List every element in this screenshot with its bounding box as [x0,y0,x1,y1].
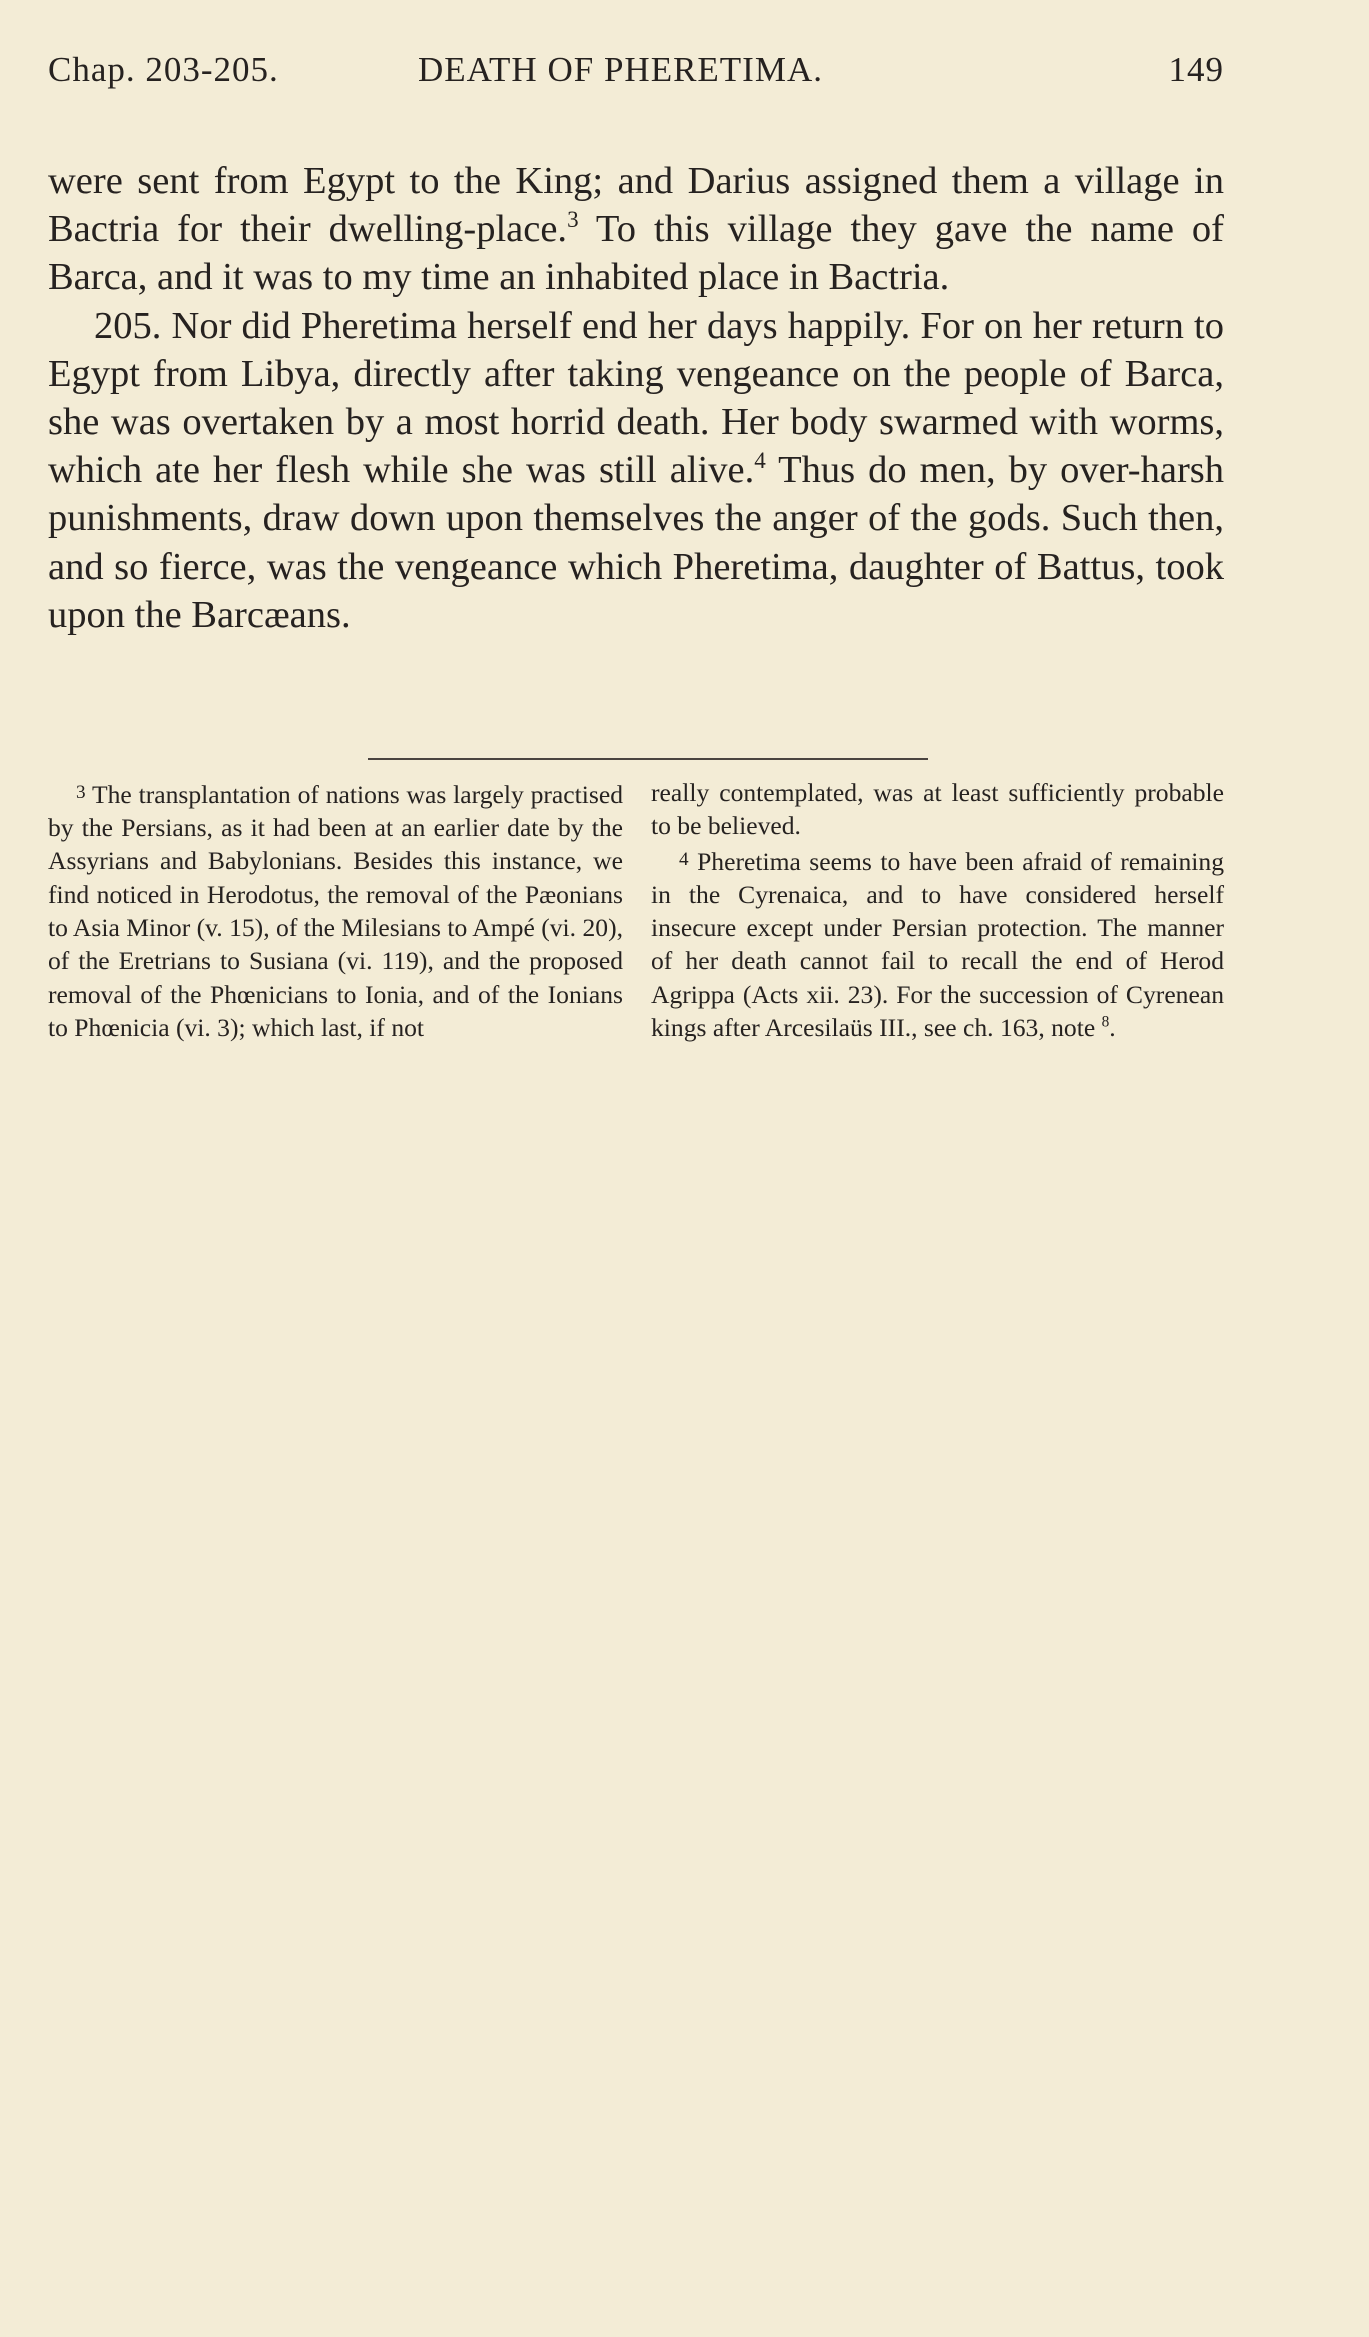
footnotes-right-column [651,776,1224,1044]
paragraph-205-text-a: 205. Nor did Pheretima herself end her days happily. For on her return to Egypt from Libya, directly after taking vengeance on the people of Barca, she was overtaken by a most horrid death. Her body swarmed with worms, which ate her flesh while she was still alive. [48,304,1224,492]
footnote-4-note-ref: 8 [1101,1013,1110,1031]
footnote-3-continued: really contemplated, was at least sufficiently probable to be believed. [651,778,1224,841]
footnote-3 [48,776,623,1044]
paragraph-205 [48,302,1224,639]
footnote-ref-4: 4 [754,447,766,474]
footnote-3-text: The transplantation of nations was largely practised by the Persians, as it had been at an earlier date by the Assyrians and Babylonians. Besides this instance, we find noticed in Herodotus, the removal of the Pæonians to Asia Minor (v. 15), of the Milesians to Ampé (vi. 20), of the Eretrians to Susiana (vi. 119), and the proposed removal of the Phœnicians to Ionia, and of the Ionians to Phœnicia (vi. 3); which last, if not [48,779,623,1042]
footnote-4-text: Pheretima seems to have been afraid of remaining in the Cyrenaica, and to have considered herself insecure except under Persian protection. The manner of her death cannot fail to recall the end of Herod Agrippa (Acts xii. 23). For the succession of Cyrenean kings after Arcesilaüs III., see ch. 163, note [651,846,1224,1042]
paragraph-1-text-b: To this village they gave the name of Barca, and it was to my time an inhabited place in Bactria. [48,208,1224,299]
footnote-4 [651,843,1224,1045]
chapter-reference: Chap. 203-205. [48,50,279,89]
main-text [48,157,1224,639]
footnote-ref-3: 3 [567,206,579,233]
footnote-3-number: 3 [76,782,86,803]
page-number: 149 [1168,50,1224,89]
paragraph-205-text-b: Thus do men, by over-harsh punishments, draw down upon themselves the anger of the gods. Such then, and so fierce, was the vengeance which Pheretima, daughter of Battus, took upon the Barcæans. [48,449,1224,636]
footnotes-left-column [48,776,623,1044]
footnote-4-number: 4 [679,848,689,870]
paragraph-1-text-a: were sent from Egypt to the King; and Darius assigned them a village in Bactria for their dwelling-place. [48,160,1224,251]
footnote-divider [368,758,928,760]
footnote-4-end: . [1109,1012,1116,1042]
page-title: DEATH OF PHERETIMA. [418,50,823,89]
paragraph-1 [48,157,1224,302]
running-head [48,50,1224,106]
